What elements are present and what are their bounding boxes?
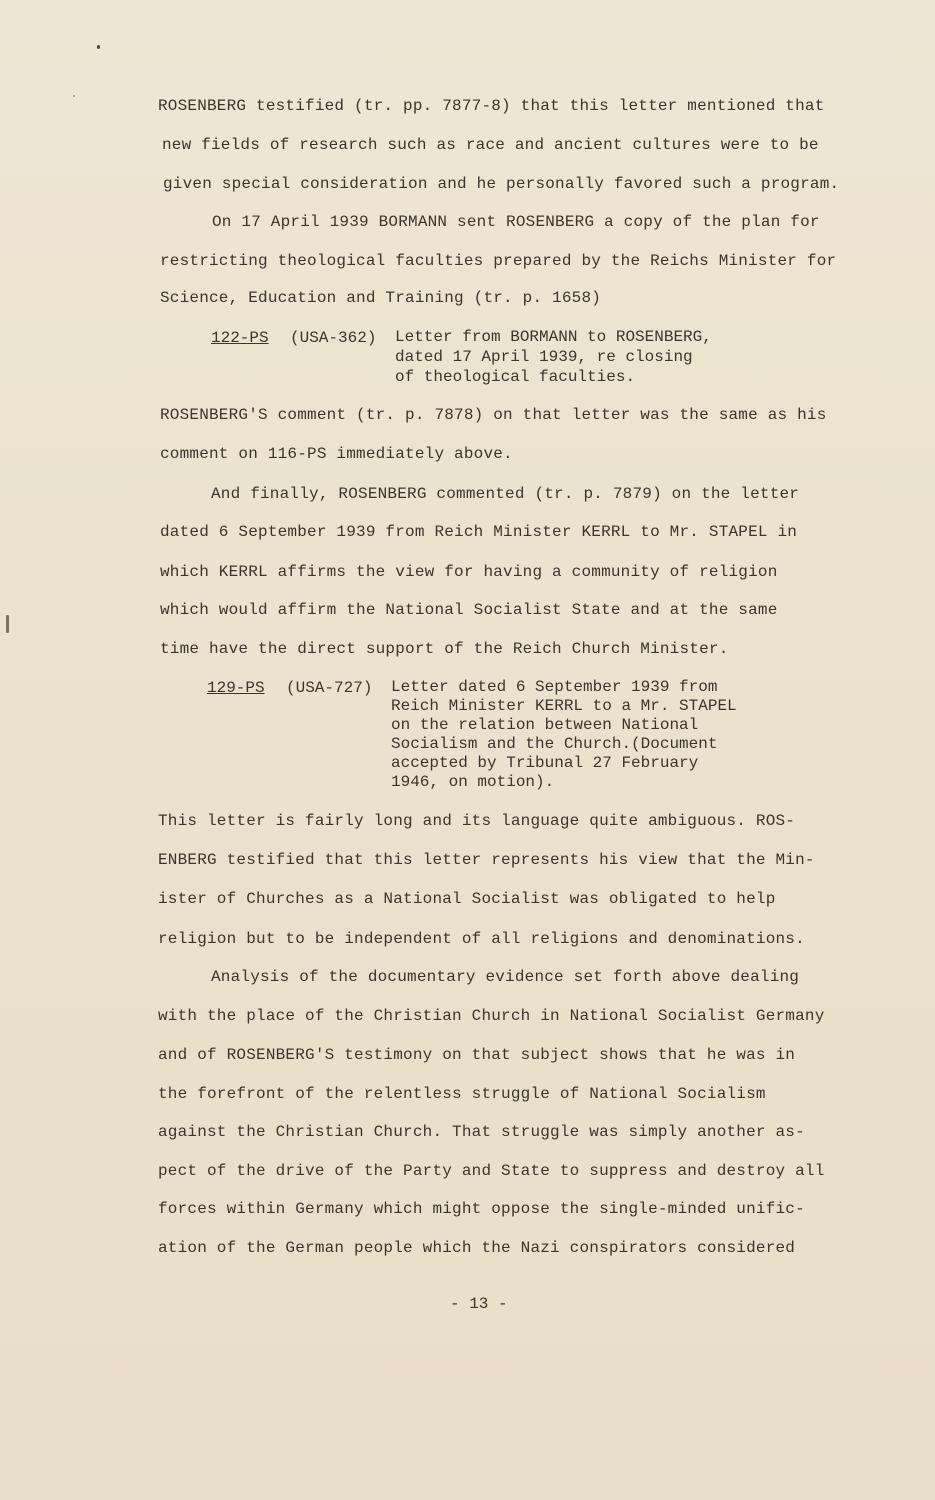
paragraph-line: And finally, ROSENBERG commented (tr. p. 7879) on the letter	[211, 485, 800, 503]
paragraph-line: and of ROSENBERG'S testimony on that subject shows that he was in	[158, 1046, 796, 1064]
paragraph-line: ation of the German people which the Nazi conspirators considered	[158, 1239, 796, 1257]
paragraph-line: which would affirm the National Socialist State and at the same	[160, 601, 778, 619]
paragraph-line: with the place of the Christian Church in National Socialist Germany	[158, 1007, 825, 1025]
page-number: - 13 -	[450, 1295, 508, 1313]
ink-speck	[73, 95, 75, 97]
paragraph-line: ENBERG testified that this letter represents his view that the Min-	[158, 851, 815, 869]
paragraph-line: Analysis of the documentary evidence set forth above dealing	[211, 968, 800, 986]
paragraph-line: ROSENBERG'S comment (tr. p. 7878) on that letter was the same as his	[160, 406, 827, 424]
paragraph-line: forces within Germany which might oppose the single-minded unific-	[158, 1200, 805, 1218]
citation-description-line: Socialism and the Church.(Document	[391, 735, 718, 753]
citation-usa-exhibit: (USA-727)	[286, 679, 373, 697]
paragraph-line: religion but to be independent of all religions and denominations.	[158, 930, 805, 948]
ink-speck	[6, 615, 9, 633]
paragraph-line: time have the direct support of the Reich Church Minister.	[160, 640, 729, 658]
citation-description-line: Letter dated 6 September 1939 from	[391, 678, 718, 696]
citation-description-line: 1946, on motion).	[391, 773, 555, 791]
citation-description-line: dated 17 April 1939, re closing	[395, 348, 693, 366]
citation-description-line: Letter from BORMANN to ROSENBERG,	[395, 328, 712, 346]
paragraph-line: new fields of research such as race and ancient cultures were to be	[162, 136, 819, 154]
paragraph-line: This letter is fairly long and its language quite ambiguous. ROS-	[158, 812, 796, 830]
paragraph-line: pect of the drive of the Party and State to suppress and destroy all	[158, 1162, 825, 1180]
paragraph-line: the forefront of the relentless struggle of National Socialism	[158, 1085, 766, 1103]
citation-code: 122-PS	[211, 329, 269, 347]
citation-code: 129-PS	[207, 679, 265, 697]
paragraph-line: given special consideration and he personally favored such a program.	[163, 175, 840, 193]
paragraph-line: which KERRL affirms the view for having a community of religion	[160, 563, 778, 581]
ink-speck	[97, 45, 100, 49]
citation-usa-exhibit: (USA-362)	[290, 329, 377, 347]
paragraph-line: comment on 116-PS immediately above.	[160, 445, 513, 463]
paragraph-line: Science, Education and Training (tr. p. 1658)	[160, 289, 602, 307]
paragraph-line: On 17 April 1939 BORMANN sent ROSENBERG a copy of the plan for	[212, 213, 820, 231]
citation-description-line: of theological faculties.	[395, 368, 636, 386]
citation-description-line: accepted by Tribunal 27 February	[391, 754, 699, 772]
paragraph-line: ROSENBERG testified (tr. pp. 7877-8) that this letter mentioned that	[158, 97, 825, 115]
paragraph-line: against the Christian Church. That struggle was simply another as-	[158, 1123, 805, 1141]
citation-description-line: Reich Minister KERRL to a Mr. STAPEL	[391, 697, 737, 715]
citation-description-line: on the relation between National	[391, 716, 699, 734]
paragraph-line: ister of Churches as a National Socialist was obligated to help	[158, 890, 776, 908]
paragraph-line: restricting theological faculties prepared by the Reichs Minister for	[160, 252, 837, 270]
paragraph-line: dated 6 September 1939 from Reich Minister KERRL to Mr. STAPEL in	[160, 523, 798, 541]
